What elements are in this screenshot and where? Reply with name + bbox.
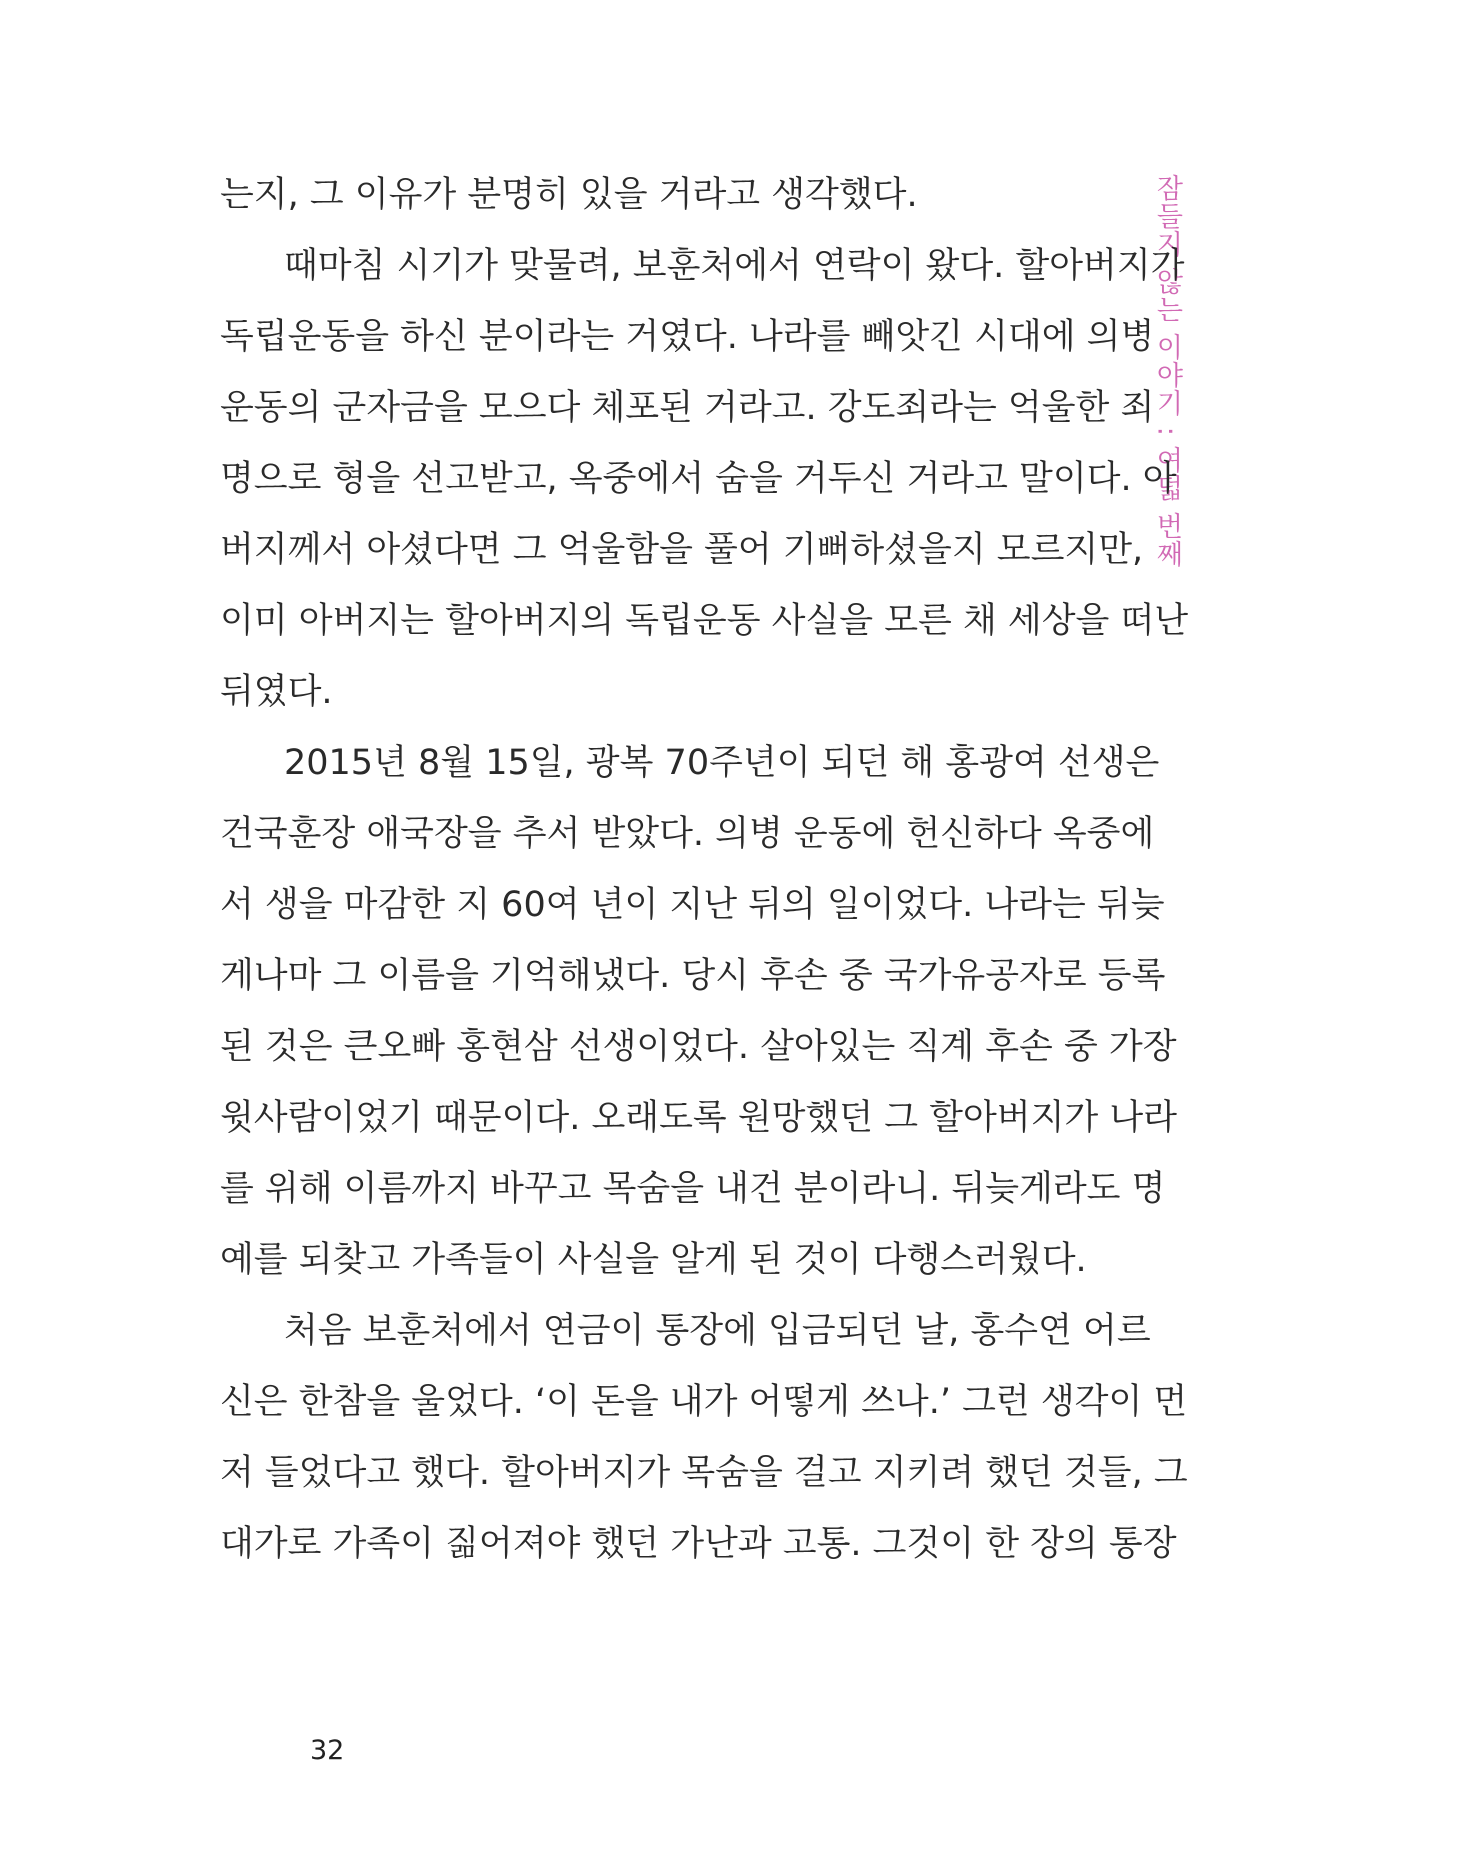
- page-number: 32: [310, 1735, 345, 1766]
- body-line: 명으로 형을 선고받고, 옥중에서 숨을 거두신 거라고 말이다. 아: [220, 459, 1177, 499]
- body-line: 대가로 가족이 짊어져야 했던 가난과 고통. 그것이 한 장의 통장: [220, 1524, 1177, 1564]
- body-line: 서 생을 마감한 지 60여 년이 지난 뒤의 일이었다. 나라는 뒤늦: [220, 885, 1165, 925]
- body-line: 윗사람이었기 때문이다. 오래도록 원망했던 그 할아버지가 나라: [220, 1098, 1177, 1138]
- body-line: 를 위해 이름까지 바꾸고 목숨을 내건 분이라니. 뒤늦게라도 명: [220, 1169, 1166, 1209]
- body-line: 예를 되찾고 가족들이 사실을 알게 된 것이 다행스러웠다.: [220, 1240, 1087, 1280]
- body-line: 처음 보훈처에서 연금이 통장에 입금되던 날, 홍수연 어르: [284, 1311, 1151, 1351]
- body-line: 저 들었다고 했다. 할아버지가 목숨을 걸고 지키려 했던 것들, 그: [220, 1453, 1188, 1493]
- body-line: 버지께서 아셨다면 그 억울함을 풀어 기뻐하셨을지 모르지만,: [220, 530, 1144, 570]
- body-line: 건국훈장 애국장을 추서 받았다. 의병 운동에 헌신하다 옥중에: [220, 814, 1155, 854]
- body-line: 된 것은 큰오빠 홍현삼 선생이었다. 살아있는 직계 후손 중 가장: [220, 1027, 1177, 1067]
- body-line: 독립운동을 하신 분이라는 거였다. 나라를 빼앗긴 시대에 의병: [220, 317, 1155, 357]
- body-line: 신은 한참을 울었다. ‘이 돈을 내가 어떻게 쓰나.’ 그런 생각이 먼: [220, 1382, 1188, 1422]
- body-line: 때마침 시기가 맞물려, 보훈처에서 연락이 왔다. 할아버지가: [284, 246, 1185, 286]
- body-line: 2015년 8월 15일, 광복 70주년이 되던 해 홍광여 선생은: [284, 743, 1160, 783]
- body-line: 운동의 군자금을 모으다 체포된 거라고. 강도죄라는 억울한 죄: [220, 388, 1155, 428]
- body-line: 게나마 그 이름을 기억해냈다. 당시 후손 중 국가유공자로 등록: [220, 956, 1166, 996]
- body-line: 는지, 그 이유가 분명히 있을 거라고 생각했다.: [220, 175, 918, 215]
- running-header-title: 잠들지 않는 이야기 : 여덟 번째: [1151, 174, 1183, 569]
- body-line: 뒤였다.: [220, 672, 333, 712]
- body-line: 이미 아버지는 할아버지의 독립운동 사실을 모른 채 세상을 떠난: [220, 601, 1189, 641]
